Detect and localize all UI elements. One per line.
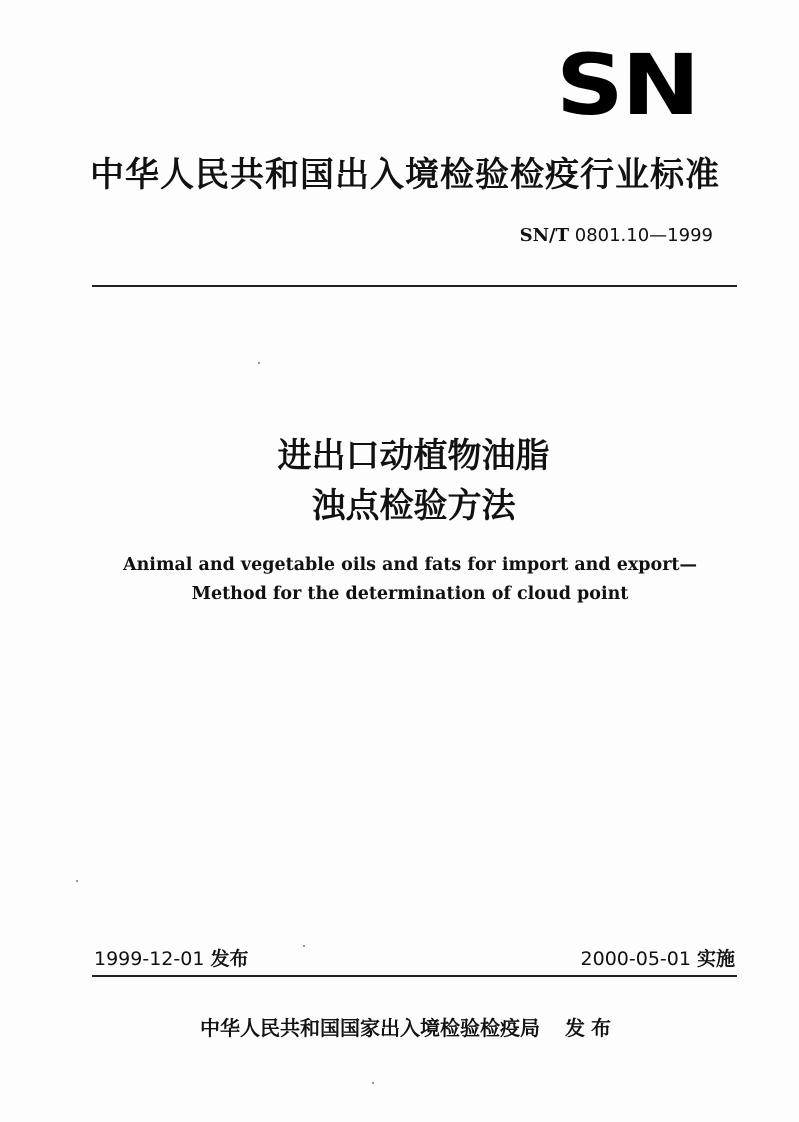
en-title-line1: Animal and vegetable oils and fats for import and export—: [123, 555, 697, 575]
issue-date-row: [94, 946, 248, 972]
bureau-title: 中华人民共和国出入境检验检疫行业标准: [90, 155, 720, 195]
en-title-line2: Method for the determination of cloud point: [191, 584, 629, 604]
cn-title-line1: 进出口动植物油脂: [277, 436, 550, 476]
issue-label: 发布: [210, 948, 249, 970]
standard-code-prefix: SN/T: [519, 225, 570, 246]
bottom-divider: [92, 975, 737, 977]
publisher-action: 发布: [564, 1016, 617, 1040]
scan-speck: [76, 880, 78, 882]
implement-date-row: [581, 946, 735, 972]
scan-speck: [372, 1082, 374, 1084]
cn-title-line2: 浊点检验方法: [311, 486, 516, 526]
publisher-name: 中华人民共和国国家出入境检验检疫局: [200, 1016, 540, 1040]
publisher: [200, 1014, 617, 1042]
top-divider: [92, 285, 737, 287]
issue-date: 1999-12-01: [94, 948, 205, 970]
standard-code: [520, 224, 713, 248]
standard-code-number: 0801.10—1999: [574, 225, 713, 246]
sn-logo: SN: [556, 36, 699, 134]
implement-date: 2000-05-01: [580, 948, 691, 970]
scan-speck: [258, 362, 260, 364]
implement-label: 实施: [696, 948, 735, 970]
scan-speck: [303, 945, 305, 947]
